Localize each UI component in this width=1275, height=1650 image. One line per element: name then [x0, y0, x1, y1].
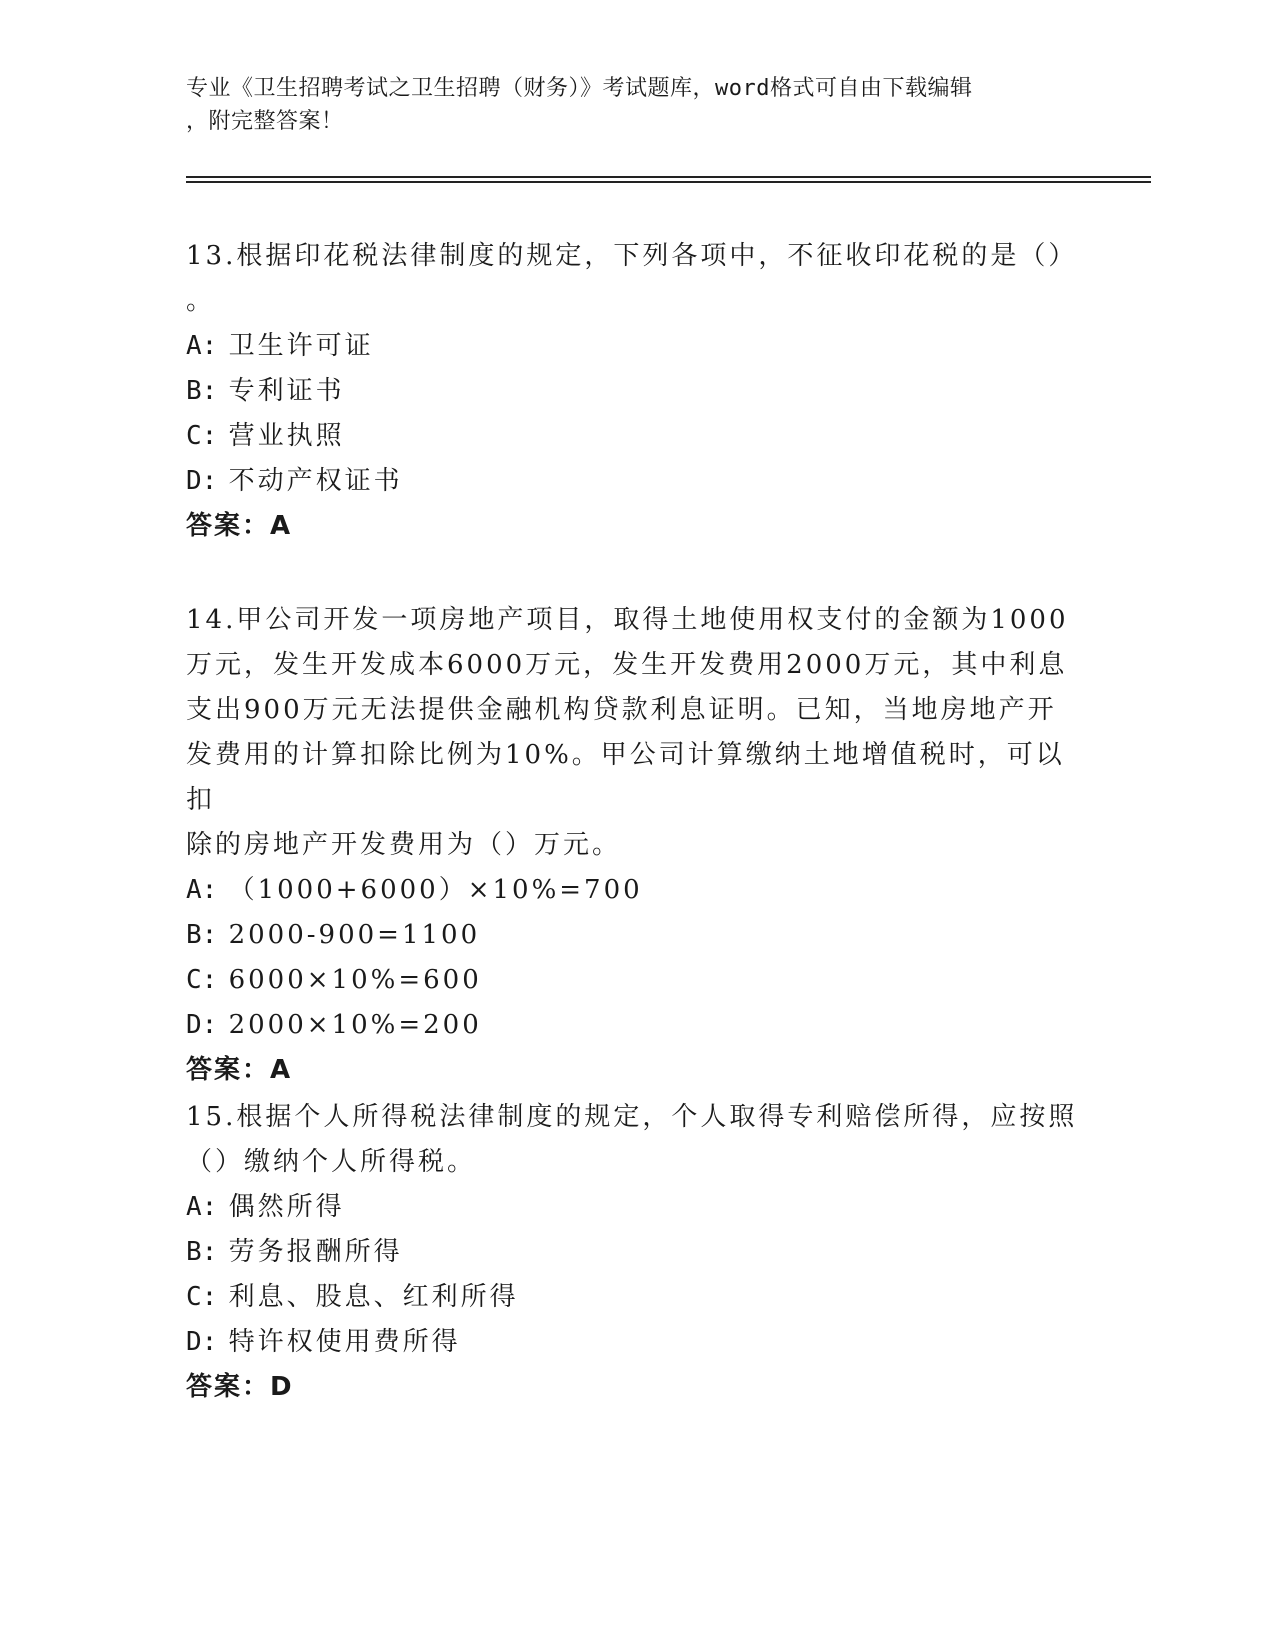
question-stem-line: 万元，发生开发成本6000万元，发生开发费用2000万元，其中利息 — [186, 650, 1068, 680]
question-stem-line: （）缴纳个人所得税。 — [186, 1147, 477, 1177]
option-a — [186, 324, 1086, 369]
option-c — [186, 414, 1086, 459]
option-text: 专利证书 — [228, 376, 345, 406]
answer-label: 答案：D — [186, 1372, 294, 1402]
option-d — [186, 1320, 1086, 1365]
question-13 — [186, 234, 1086, 549]
option-letter: B: — [186, 920, 218, 950]
option-text: 6000×10%=600 — [228, 965, 482, 995]
option-b — [186, 1230, 1086, 1275]
header-divider-top — [186, 176, 1151, 178]
option-text: 营业执照 — [228, 421, 345, 451]
option-letter: A: — [186, 875, 218, 905]
option-b — [186, 913, 1086, 958]
option-text: 利息、股息、红利所得 — [228, 1282, 519, 1312]
header-line-1: 专业《卫生招聘考试之卫生招聘（财务）》考试题库，word格式可自由下载编辑 — [186, 76, 973, 101]
document-header — [186, 72, 1066, 138]
option-text: 劳务报酬所得 — [228, 1237, 403, 1267]
question-stem-line: 支出900万元无法提供金融机构贷款利息证明。已知，当地房地产开 — [186, 695, 1057, 725]
option-letter: C: — [186, 421, 218, 451]
option-text: 偶然所得 — [228, 1192, 345, 1222]
option-text: 不动产权证书 — [228, 466, 403, 496]
option-letter: B: — [186, 1237, 218, 1267]
question-14 — [186, 598, 1086, 1093]
option-letter: D: — [186, 466, 218, 496]
option-d — [186, 459, 1086, 504]
question-15 — [186, 1095, 1086, 1410]
question-stem-line: 发费用的计算扣除比例为10%。甲公司计算缴纳土地增值税时，可以扣 — [186, 740, 1065, 815]
option-c — [186, 958, 1086, 1003]
option-a — [186, 1185, 1086, 1230]
option-text: 卫生许可证 — [228, 331, 374, 361]
option-b — [186, 369, 1086, 414]
option-letter: A: — [186, 331, 218, 361]
header-divider-bottom — [186, 181, 1151, 183]
option-letter: C: — [186, 965, 218, 995]
option-letter: C: — [186, 1282, 218, 1312]
option-text: 2000-900=1100 — [228, 920, 481, 950]
question-stem-line: 15.根据个人所得税法律制度的规定，个人取得专利赔偿所得，应按照 — [186, 1102, 1078, 1132]
option-letter: D: — [186, 1010, 218, 1040]
header-line-2: ，附完整答案！ — [186, 109, 344, 134]
option-letter: B: — [186, 376, 218, 406]
option-c — [186, 1275, 1086, 1320]
answer-label: 答案：A — [186, 511, 293, 541]
option-text: （1000+6000）×10%=700 — [228, 875, 643, 905]
answer-label: 答案：A — [186, 1055, 293, 1085]
option-letter: A: — [186, 1192, 218, 1222]
option-d — [186, 1003, 1086, 1048]
option-text: 特许权使用费所得 — [228, 1327, 461, 1357]
option-letter: D: — [186, 1327, 218, 1357]
option-a — [186, 868, 1086, 913]
question-stem-line: 14.甲公司开发一项房地产项目，取得土地使用权支付的金额为1000 — [186, 605, 1069, 635]
question-stem-line: 13.根据印花税法律制度的规定，下列各项中，不征收印花税的是（） — [186, 241, 1078, 271]
question-stem-line: 。 — [186, 286, 216, 316]
option-text: 2000×10%=200 — [228, 1010, 482, 1040]
question-stem-line: 除的房地产开发费用为（）万元。 — [186, 830, 622, 860]
